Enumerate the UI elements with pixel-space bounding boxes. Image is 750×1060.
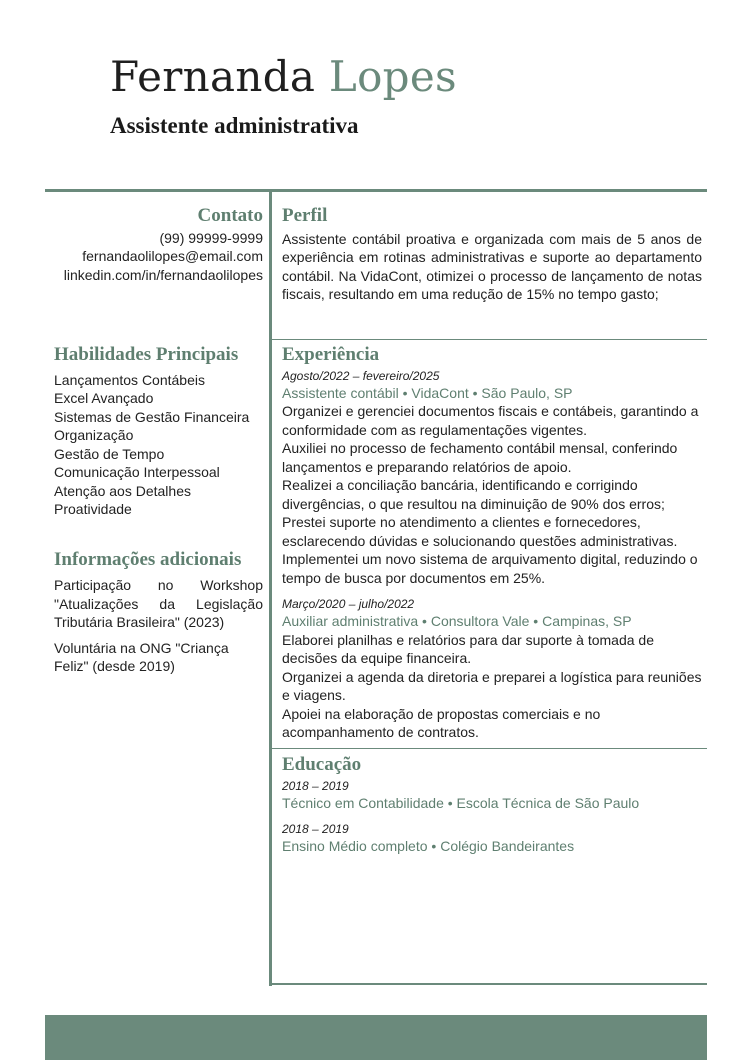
job-bullet: Auxiliei no processo de fechamento contábil mensal, conferindo lançamentos e preparando relatórios de apoio. — [282, 440, 678, 475]
job-bullet: Apoiei na elaboração de propostas comerciais e no acompanhamento de contratos. — [282, 705, 601, 740]
job-entry — [282, 597, 702, 742]
job-bullet: Organizei e gerenciei documentos fiscais e contábeis, garantindo a conformidade com as regulamentações vigentes. — [282, 403, 699, 438]
skill-item: Proatividade — [54, 501, 132, 517]
skill-item: Gestão de Tempo — [54, 445, 165, 462]
education-course: Ensino Médio completo • Colégio Bandeirantes — [282, 838, 575, 854]
contact-linkedin[interactable]: linkedin.com/in/fernandaolilopes — [63, 266, 263, 283]
skills-section — [54, 346, 269, 519]
candidate-name — [110, 52, 457, 101]
job-bullet: Organizei a agenda da diretoria e preparei a logística para reuniões e viagens. — [282, 668, 702, 703]
skill-item: Organização — [54, 427, 134, 443]
skill-item: Excel Avançado — [54, 390, 154, 406]
education-course: Técnico em Contabilidade • Escola Técnica de São Paulo — [282, 794, 640, 811]
first-name: Fernanda — [110, 52, 316, 101]
education-title: Educação — [282, 754, 362, 775]
job-bullet: Elaborei planilhas e relatórios para dar suporte à tomada de decisões da equipe financeira. — [282, 631, 655, 666]
contact-title: Contato — [197, 205, 263, 226]
last-name: Lopes — [328, 52, 457, 101]
job-entry — [282, 369, 702, 588]
job-role: Auxiliar administrativa • Consultora Vale • Campinas, SP — [282, 613, 632, 629]
additional-info-section — [54, 548, 263, 676]
job-dates: Março/2020 – julho/2022 — [282, 597, 415, 611]
footer-band — [45, 1015, 707, 1060]
additional-info-item: Participação no Workshop "Atualizações da Legislação Tributária Brasileira" (2023) — [54, 577, 263, 630]
education-dates: 2018 – 2019 — [282, 822, 349, 836]
education-dates: 2018 – 2019 — [282, 778, 349, 793]
skill-item: Lançamentos Contábeis — [54, 371, 205, 388]
additional-info-title: Informações adicionais — [54, 549, 242, 570]
contact-email[interactable]: fernandaolilopes@email.com — [82, 248, 263, 264]
profile-section — [282, 207, 702, 304]
skills-list — [54, 371, 269, 519]
experience-divider — [271, 748, 707, 749]
experience-section — [282, 346, 702, 742]
additional-info-item: Voluntária na ONG "Criança Feliz" (desde 2019) — [54, 639, 229, 674]
skill-item: Comunicação Interpessoal — [54, 464, 220, 480]
skills-title: Habilidades Principais — [54, 344, 239, 365]
top-divider — [45, 189, 707, 192]
experience-title: Experiência — [282, 344, 380, 365]
education-entry — [282, 779, 702, 813]
profile-title: Perfil — [282, 205, 328, 226]
column-divider — [269, 191, 272, 986]
contact-section — [54, 207, 263, 284]
skill-item: Sistemas de Gestão Financeira — [54, 408, 250, 425]
education-entry — [282, 822, 702, 856]
education-section — [282, 756, 702, 856]
job-bullet: Implementei um novo sistema de arquivamento digital, reduzindo o tempo de busca por documentos em 25%. — [282, 551, 698, 586]
profile-divider — [271, 339, 707, 340]
job-dates: Agosto/2022 – fevereiro/2025 — [282, 368, 440, 383]
job-bullet: Prestei suporte no atendimento a clientes e fornecedores, esclarecendo dúvidas e solucionando questões administrativas. — [282, 514, 678, 549]
job-bullet: Realizei a conciliação bancária, identificando e corrigindo divergências, o que resultou na diminuição de 90% dos erros; — [282, 477, 665, 512]
job-title: Assistente administrativa — [110, 113, 359, 138]
contact-phone: (99) 99999-9999 — [159, 229, 263, 246]
profile-text: Assistente contábil proativa e organizada com mais de 5 anos de experiência em rotinas administrativas e suporte ao departamento contábil. Na VidaCont, otimizei o processo de lançamento de notas fiscais, resultando em uma redução de 15% no tempo gasto; — [282, 230, 702, 302]
bottom-divider — [271, 983, 707, 985]
skill-item: Atenção aos Detalhes — [54, 482, 191, 499]
job-role: Assistente contábil • VidaCont • São Paulo, SP — [282, 384, 573, 401]
